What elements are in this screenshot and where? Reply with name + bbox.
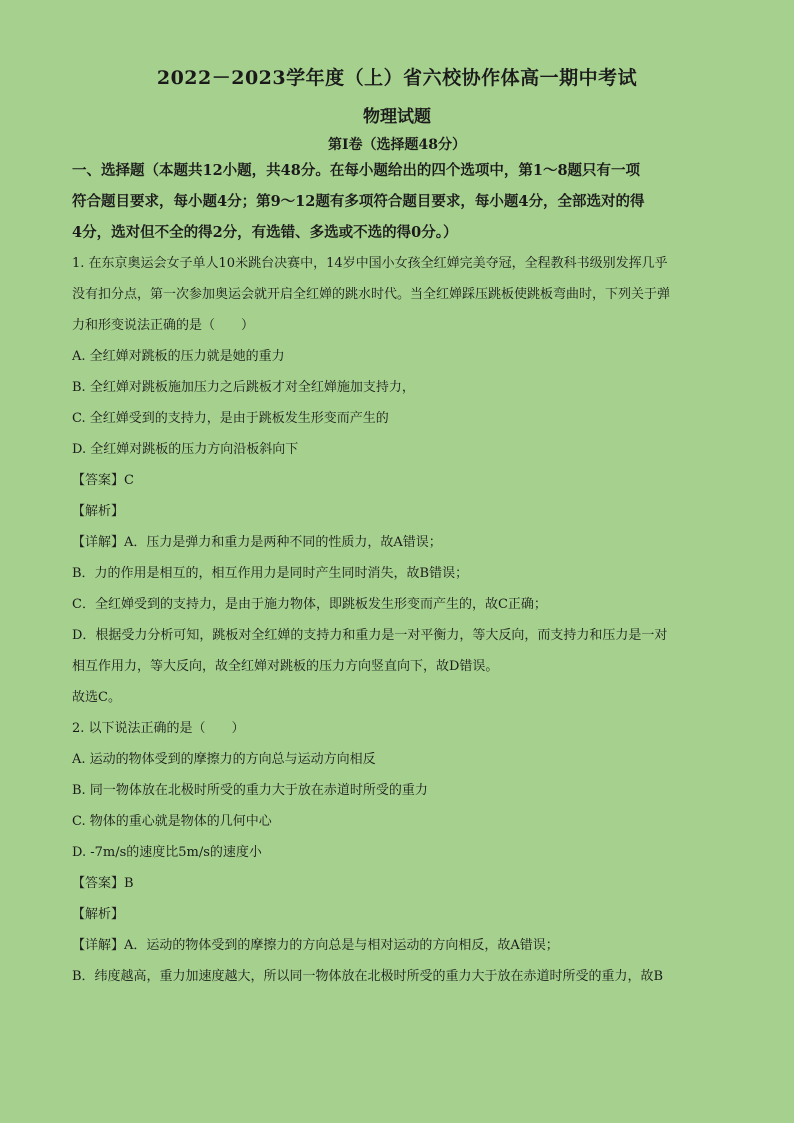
answer-line	[72, 868, 722, 899]
detail-line	[72, 930, 722, 961]
question-stem-line: 2. 以下说法正确的是（ ）	[72, 721, 245, 736]
detail-text: A．运动的物体受到的摩擦力的方向总是与相对运动的方向相反，故A错误；	[124, 938, 559, 953]
detail-label: 【详解】	[72, 535, 125, 550]
detail-line: C．全红婵受到的支持力，是由于施力物体，即跳板发生形变而产生的，故C正确；	[72, 597, 547, 612]
exam-title: 2022－2023学年度（上）省六校协作体高一期中考试	[156, 67, 638, 89]
detail-line: D．根据受力分析可知，跳板对全红婵的支持力和重力是一对平衡力，等大反向，而支持力和压力是一对	[72, 628, 668, 643]
detail-label: 【详解】	[72, 938, 125, 953]
option-c: C. 全红婵受到的支持力，是由于跳板发生形变而产生的	[72, 411, 389, 426]
answer-value: B	[124, 876, 134, 891]
question-stem-line: 力和形变说法正确的是（ ）	[72, 318, 255, 333]
volume-heading: 第I卷（选择题48分）	[327, 137, 467, 153]
analysis-label: 【解析】	[72, 504, 125, 519]
detail-line: 相互作用力，等大反向，故全红婵对跳板的压力方向竖直向下，故D错误。	[72, 659, 499, 674]
option-a: A. 全红婵对跳板的压力就是她的重力	[72, 349, 285, 364]
question-stem-line: 1. 在东京奥运会女子单人10米跳台决赛中，14岁中国小女孩全红婵完美夺冠，全程教科书级别发挥几乎	[72, 256, 668, 271]
option-c: C. 物体的重心就是物体的几何中心	[72, 814, 272, 829]
section-line: 4分，选对但不全的得2分，有选错、多选或不选的得0分。）	[72, 224, 458, 241]
conclusion-line: 故选C。	[72, 690, 121, 705]
detail-text: A．压力是弹力和重力是两种不同的性质力，故A错误；	[124, 535, 442, 550]
exam-page	[72, 62, 722, 992]
question-2	[72, 713, 722, 992]
section-line: 一、选择题（本题共12小题，共48分。在每小题给出的四个选项中，第1～8题只有一项	[72, 162, 641, 179]
option-d: D. 全红婵对跳板的压力方向沿板斜向下	[72, 442, 299, 457]
option-d: D. -7m/s的速度比5m/s的速度小	[72, 845, 262, 860]
section-line: 符合题目要求，每小题4分；第9～12题有多项符合题目要求，每小题4分，全部选对的得	[72, 193, 645, 210]
answer-label: 【答案】	[72, 473, 125, 488]
analysis-label: 【解析】	[72, 907, 125, 922]
option-b: B. 同一物体放在北极时所受的重力大于放在赤道时所受的重力	[72, 783, 428, 798]
detail-line: B．纬度越高，重力加速度越大，所以同一物体放在北极时所受的重力大于放在赤道时所受的重力，故B	[72, 969, 664, 984]
subject-title: 物理试题	[363, 107, 431, 127]
section-instructions	[72, 155, 722, 248]
detail-line: B．力的作用是相互的，相互作用力是同时产生同时消失，故B错误；	[72, 566, 469, 581]
answer-value: C	[124, 473, 134, 488]
option-a: A. 运动的物体受到的摩擦力的方向总与运动方向相反	[72, 752, 376, 767]
detail-line	[72, 527, 722, 558]
question-stem-line: 没有扣分点，第一次参加奥运会就开启全红婵的跳水时代。当全红婵踩压跳板使跳板弯曲时，下列关于弹	[72, 287, 671, 302]
question-1	[72, 248, 722, 713]
answer-line	[72, 465, 722, 496]
option-b: B. 全红婵对跳板施加压力之后跳板才对全红婵施加支持力，	[72, 380, 415, 395]
answer-label: 【答案】	[72, 876, 125, 891]
